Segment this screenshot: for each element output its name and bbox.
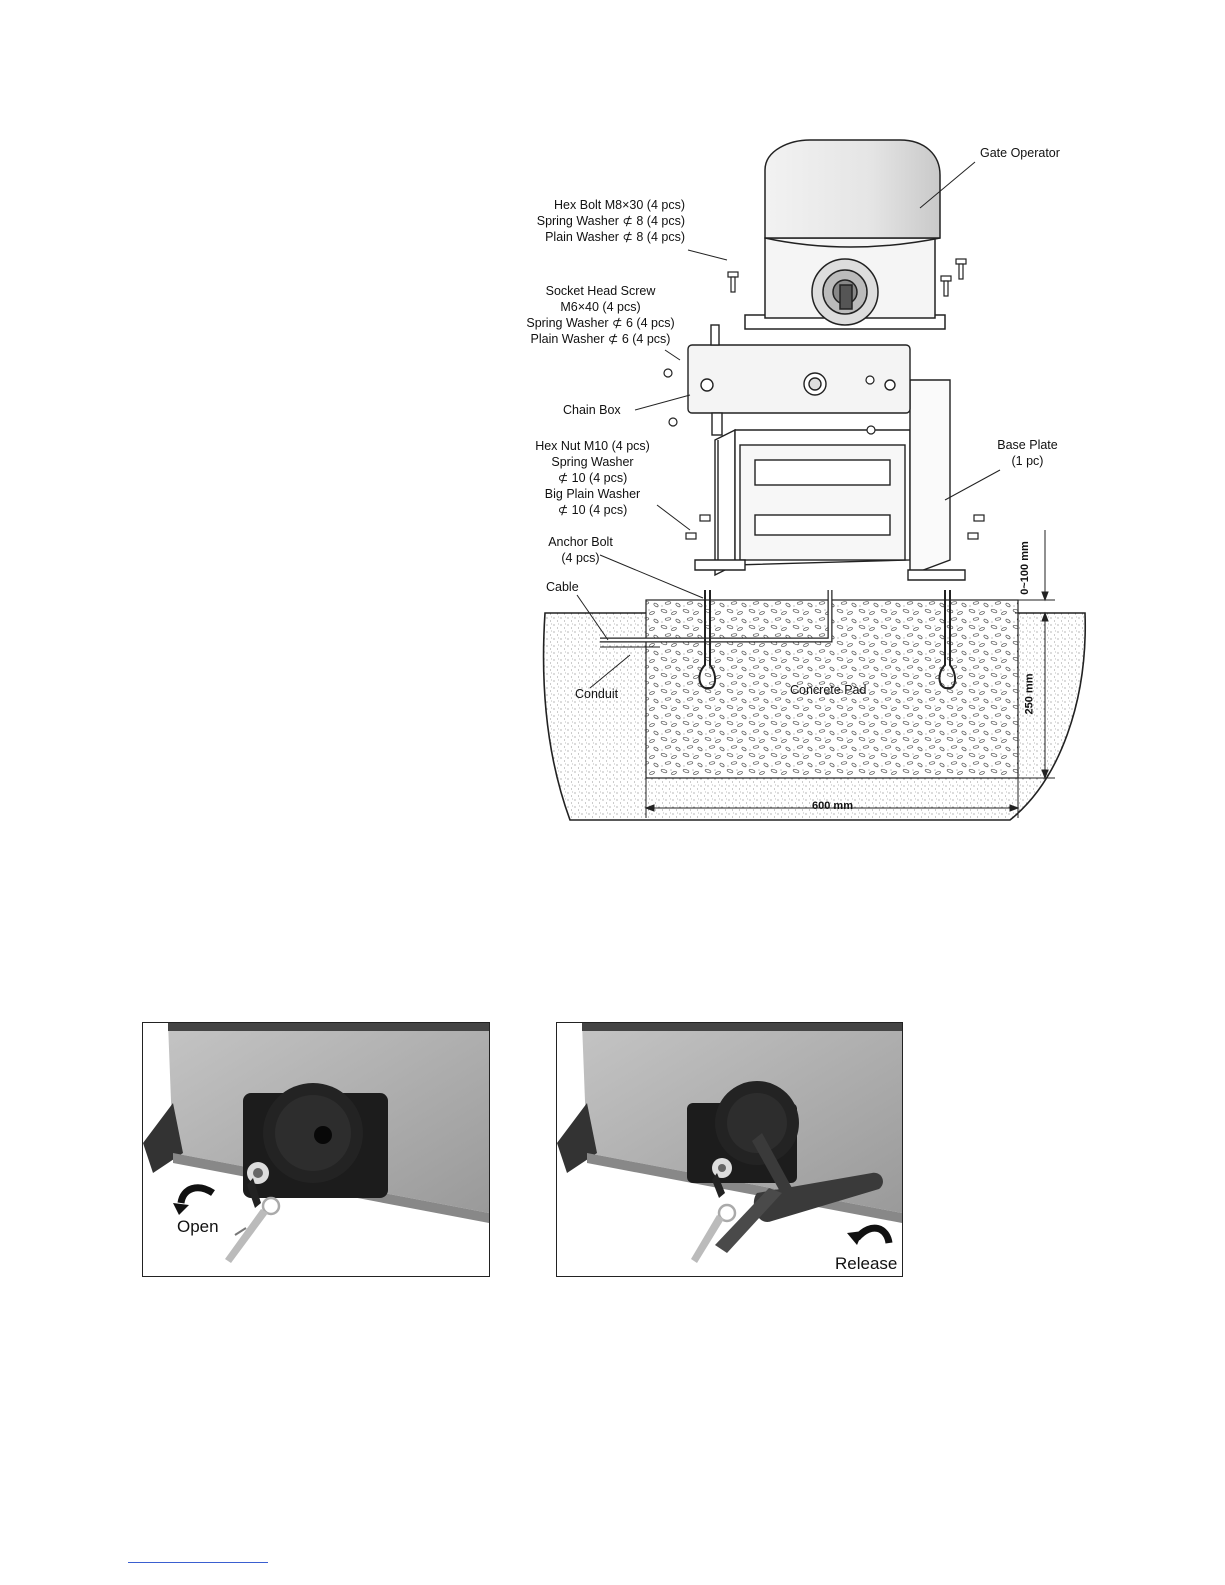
chain-box [688, 325, 910, 435]
caption-open: Open [177, 1217, 219, 1236]
base-plate-line-1: Base Plate [997, 438, 1058, 452]
hex-nut-line-4: Big Plain Washer [544, 487, 641, 501]
label-hex-bolt [520, 197, 685, 245]
label-gate-operator: Gate Operator [980, 146, 1060, 160]
hex-nut-line-5: ⊄ 10 (4 pcs) [557, 503, 628, 517]
dim-width: 600 mm [812, 800, 853, 812]
socket-screw-line-3: Spring Washer ⊄ 6 (4 pcs) [526, 316, 675, 330]
label-socket-screw [518, 283, 683, 347]
anchor-bolt-line-1: Anchor Bolt [548, 535, 613, 549]
release-handle-illustration [557, 1023, 902, 1276]
label-hex-nut [520, 438, 665, 518]
label-anchor-bolt [543, 534, 618, 566]
label-chain-box: Chain Box [563, 403, 621, 417]
hex-nut-line-1: Hex Nut M10 (4 pcs) [535, 439, 650, 453]
hex-bolt-line-2: Spring Washer ⊄ 8 (4 pcs) [536, 214, 685, 228]
base-plate-line-2: (1 pc) [1011, 454, 1044, 468]
dim-height-gap: 0~100 mm [1018, 541, 1031, 595]
label-cable: Cable [546, 580, 579, 594]
lock-open-illustration [143, 1023, 489, 1276]
label-conduit: Conduit [575, 687, 619, 701]
hex-nut-line-3: ⊄ 10 (4 pcs) [557, 471, 628, 485]
photo-release-handle [556, 1022, 903, 1277]
gate-operator-body [745, 140, 945, 329]
photo-open-lock [142, 1022, 490, 1277]
dim-depth: 250 mm [1023, 673, 1036, 715]
footer-link-underline [128, 1562, 268, 1563]
label-base-plate [985, 437, 1070, 469]
socket-screw-line-2: M6×40 (4 pcs) [560, 300, 641, 314]
socket-screw-line-1: Socket Head Screw [545, 284, 656, 298]
anchor-bolt-line-2: (4 pcs) [561, 551, 600, 565]
socket-screw-line-4: Plain Washer ⊄ 6 (4 pcs) [530, 332, 671, 346]
hex-bolt-line-1: Hex Bolt M8×30 (4 pcs) [554, 198, 685, 212]
hex-nut-line-2: Spring Washer [551, 455, 634, 469]
caption-release: Release [835, 1254, 898, 1273]
label-concrete-pad: Concrete Pad [790, 683, 867, 697]
hex-bolt-line-3: Plain Washer ⊄ 8 (4 pcs) [545, 230, 685, 244]
